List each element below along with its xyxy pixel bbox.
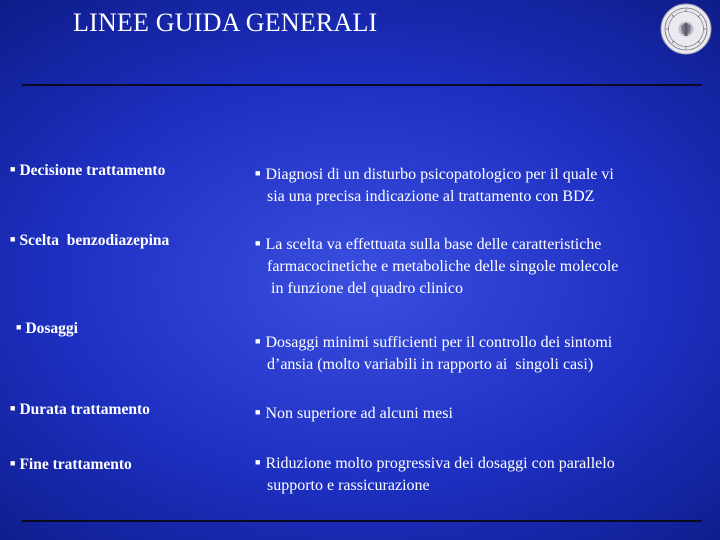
row-label [10, 401, 150, 419]
bullet-icon: ■ [255, 336, 261, 346]
row-label-text: Durata trattamento [19, 401, 150, 418]
row-label-text: Fine trattamento [19, 456, 132, 473]
desc-line: d’ansia (molto variabili in rapporto ai singoli casi) [267, 356, 594, 373]
desc-line: in funzione del quadro clinico [267, 280, 463, 297]
bullet-icon: ■ [255, 168, 261, 178]
slide-title: LINEE GUIDA GENERALI [73, 8, 378, 37]
row-description [255, 232, 715, 300]
bullet-icon: ■ [255, 238, 261, 248]
row-description [255, 451, 715, 497]
bullet-icon: ■ [10, 403, 16, 413]
desc-line: Diagnosi di un disturbo psicopatologico per il quale vi [265, 166, 614, 183]
row-label [10, 456, 132, 474]
top-divider [22, 84, 702, 86]
bullet-icon: ■ [10, 164, 16, 174]
bullet-icon: ■ [10, 234, 16, 244]
row-label-text: Decisione trattamento [19, 162, 166, 179]
row-label-text: Dosaggi [25, 320, 78, 337]
desc-line: farmacocinetiche e metaboliche delle singole molecole [267, 258, 619, 275]
desc-line: Riduzione molto progressiva dei dosaggi con parallelo [265, 455, 615, 472]
row-label [16, 320, 78, 338]
desc-line: La scelta va effettuata sulla base delle caratteristiche [265, 236, 602, 253]
desc-line: supporto e rassicurazione [267, 477, 430, 494]
bullet-icon: ■ [255, 407, 261, 417]
desc-line: Dosaggi minimi sufficienti per il controllo dei sintomi [265, 334, 613, 351]
bullet-icon: ■ [16, 322, 22, 332]
desc-line: sia una precisa indicazione al trattamento con BDZ [267, 188, 595, 205]
row-description [255, 401, 715, 425]
row-description [255, 162, 715, 208]
row-label-text: Scelta benzodiazepina [19, 232, 170, 249]
row-description [255, 330, 715, 376]
bottom-divider [22, 520, 702, 522]
desc-line: Non superiore ad alcuni mesi [265, 405, 453, 422]
row-label [10, 232, 169, 250]
bullet-icon: ■ [255, 457, 261, 467]
bullet-icon: ■ [10, 458, 16, 468]
row-label [10, 162, 165, 180]
university-seal-icon [660, 3, 712, 55]
